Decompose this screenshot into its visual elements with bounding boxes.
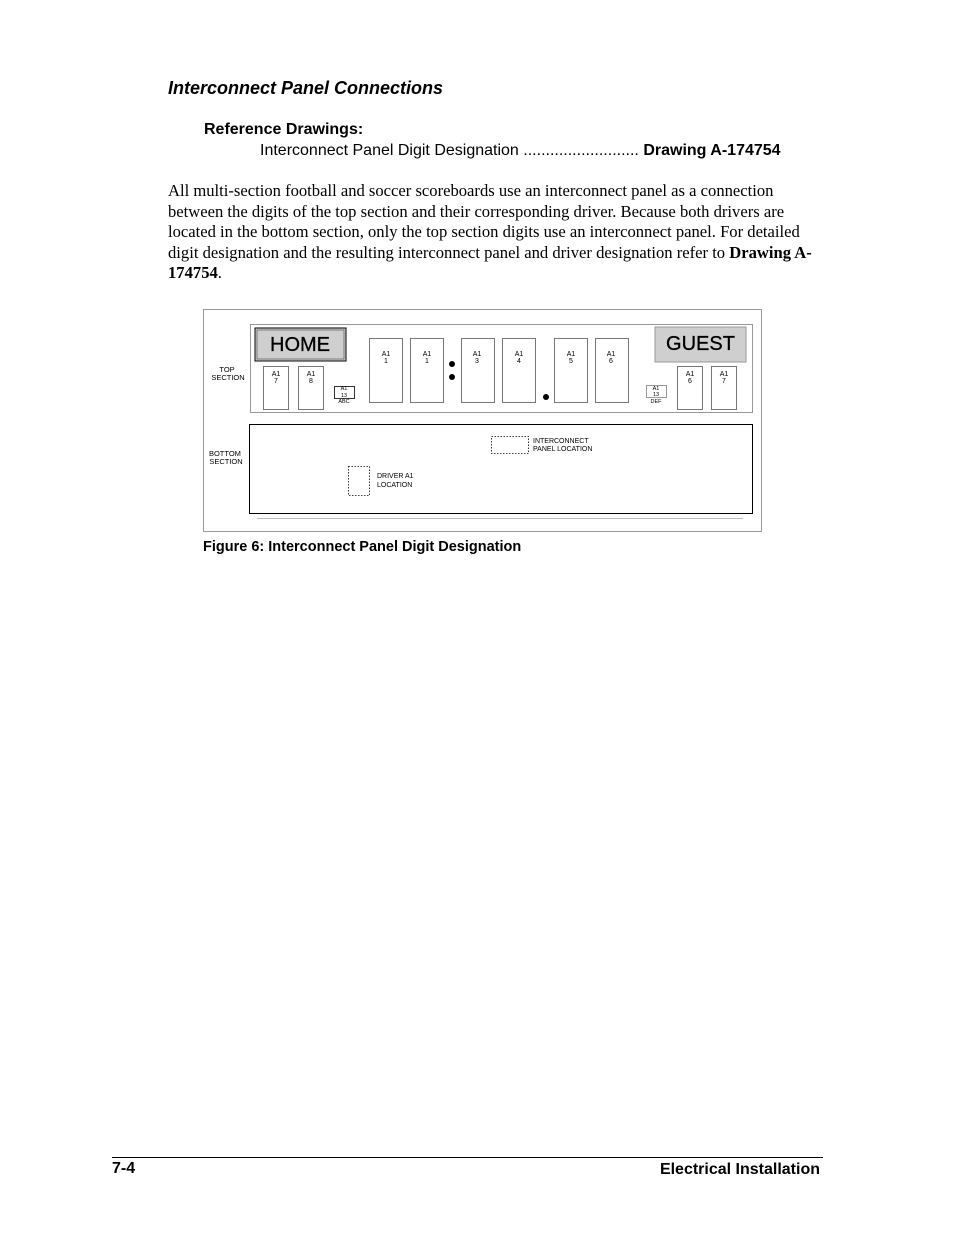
- main-digit-3: [462, 339, 495, 403]
- chapter-title: Electrical Installation: [659, 1161, 820, 1178]
- colon-dot-upper: [449, 361, 455, 367]
- svg-text:A1: A1: [566, 351, 576, 358]
- small-digit-3: [678, 367, 703, 410]
- body-paragraph: [168, 181, 823, 284]
- reference-drawing-entry: [260, 142, 818, 160]
- svg-text:A1: A1: [652, 386, 660, 392]
- svg-text:A1: A1: [422, 351, 432, 358]
- svg-text:5: 5: [569, 358, 573, 365]
- colon-dot-lower: [449, 374, 455, 380]
- small-digit-1: [264, 367, 289, 410]
- figure-caption: Figure 6: Interconnect Panel Digit Designation: [203, 539, 522, 555]
- main-digit-6: [596, 339, 629, 403]
- home-panel: [255, 328, 346, 361]
- svg-text:A1: A1: [514, 351, 524, 358]
- reference-leader-dots: ..........................: [523, 142, 639, 159]
- svg-text:INTERCONNECT: INTERCONNECT: [533, 438, 589, 445]
- guest-panel: [655, 327, 746, 362]
- svg-text:1: 1: [425, 358, 429, 365]
- svg-text:A1: A1: [271, 371, 281, 378]
- svg-text:13: 13: [652, 392, 660, 398]
- svg-text:6: 6: [688, 378, 692, 385]
- svg-text:DRIVER A1: DRIVER A1: [377, 473, 414, 480]
- paragraph-drawing-ref: Drawing A-174754: [168, 242, 812, 282]
- svg-text:3: 3: [475, 358, 479, 365]
- svg-text:DEF: DEF: [650, 399, 662, 405]
- svg-text:A1: A1: [606, 351, 616, 358]
- decimal-dot: [543, 394, 549, 400]
- bottom-section-label: BOTTOM SECTION: [208, 449, 243, 466]
- indicator-def: [647, 386, 667, 406]
- main-digit-2: [411, 339, 444, 403]
- svg-text:A1: A1: [381, 351, 391, 358]
- svg-text:A1: A1: [340, 386, 348, 392]
- svg-text:4: 4: [517, 358, 521, 365]
- svg-text:7: 7: [722, 378, 726, 385]
- scoreboard-diagram: [203, 309, 762, 532]
- small-digit-4: [712, 367, 737, 410]
- svg-text:A1: A1: [472, 351, 482, 358]
- svg-text:7: 7: [274, 378, 278, 385]
- svg-text:LOCATION: LOCATION: [377, 482, 413, 489]
- main-digit-1: [370, 339, 403, 403]
- paragraph-text: All multi-section football and soccer scoreboards use an interconnect panel as a connection between the digits of the top section and their corresponding driver. Because both drivers are located in the bottom section, only the top section digits use an interconnect panel. For detailed digit designation and the resulting interconnect panel and driver designation refer to: [168, 181, 800, 262]
- svg-text:A1: A1: [719, 371, 729, 378]
- page-number: 7-4: [112, 1160, 136, 1177]
- indicator-abc: [335, 386, 355, 405]
- main-digit-5: [555, 339, 588, 403]
- main-digit-4: [503, 339, 536, 403]
- paragraph-end: .: [217, 263, 222, 282]
- top-section-label: TOP SECTION: [211, 365, 245, 382]
- svg-text:A1: A1: [685, 371, 695, 378]
- svg-text:A1: A1: [306, 371, 316, 378]
- reference-item-label: Interconnect Panel Digit Designation: [260, 142, 519, 159]
- guest-label: GUEST: [666, 333, 735, 355]
- reference-drawings-heading: Reference Drawings:: [204, 121, 364, 138]
- svg-text:PANEL LOCATION: PANEL LOCATION: [533, 446, 593, 453]
- svg-text:13: 13: [340, 393, 348, 399]
- svg-text:8: 8: [309, 378, 313, 385]
- section-heading: Interconnect Panel Connections: [168, 78, 444, 98]
- svg-text:ABC: ABC: [338, 399, 350, 405]
- bottom-section-outline: [250, 425, 753, 514]
- reference-drawing-number: Drawing A-174754: [643, 142, 781, 159]
- svg-text:1: 1: [384, 358, 388, 365]
- home-label: HOME: [270, 334, 330, 356]
- small-digit-2: [299, 367, 324, 410]
- footer-rule: [112, 1157, 823, 1158]
- svg-text:6: 6: [609, 358, 613, 365]
